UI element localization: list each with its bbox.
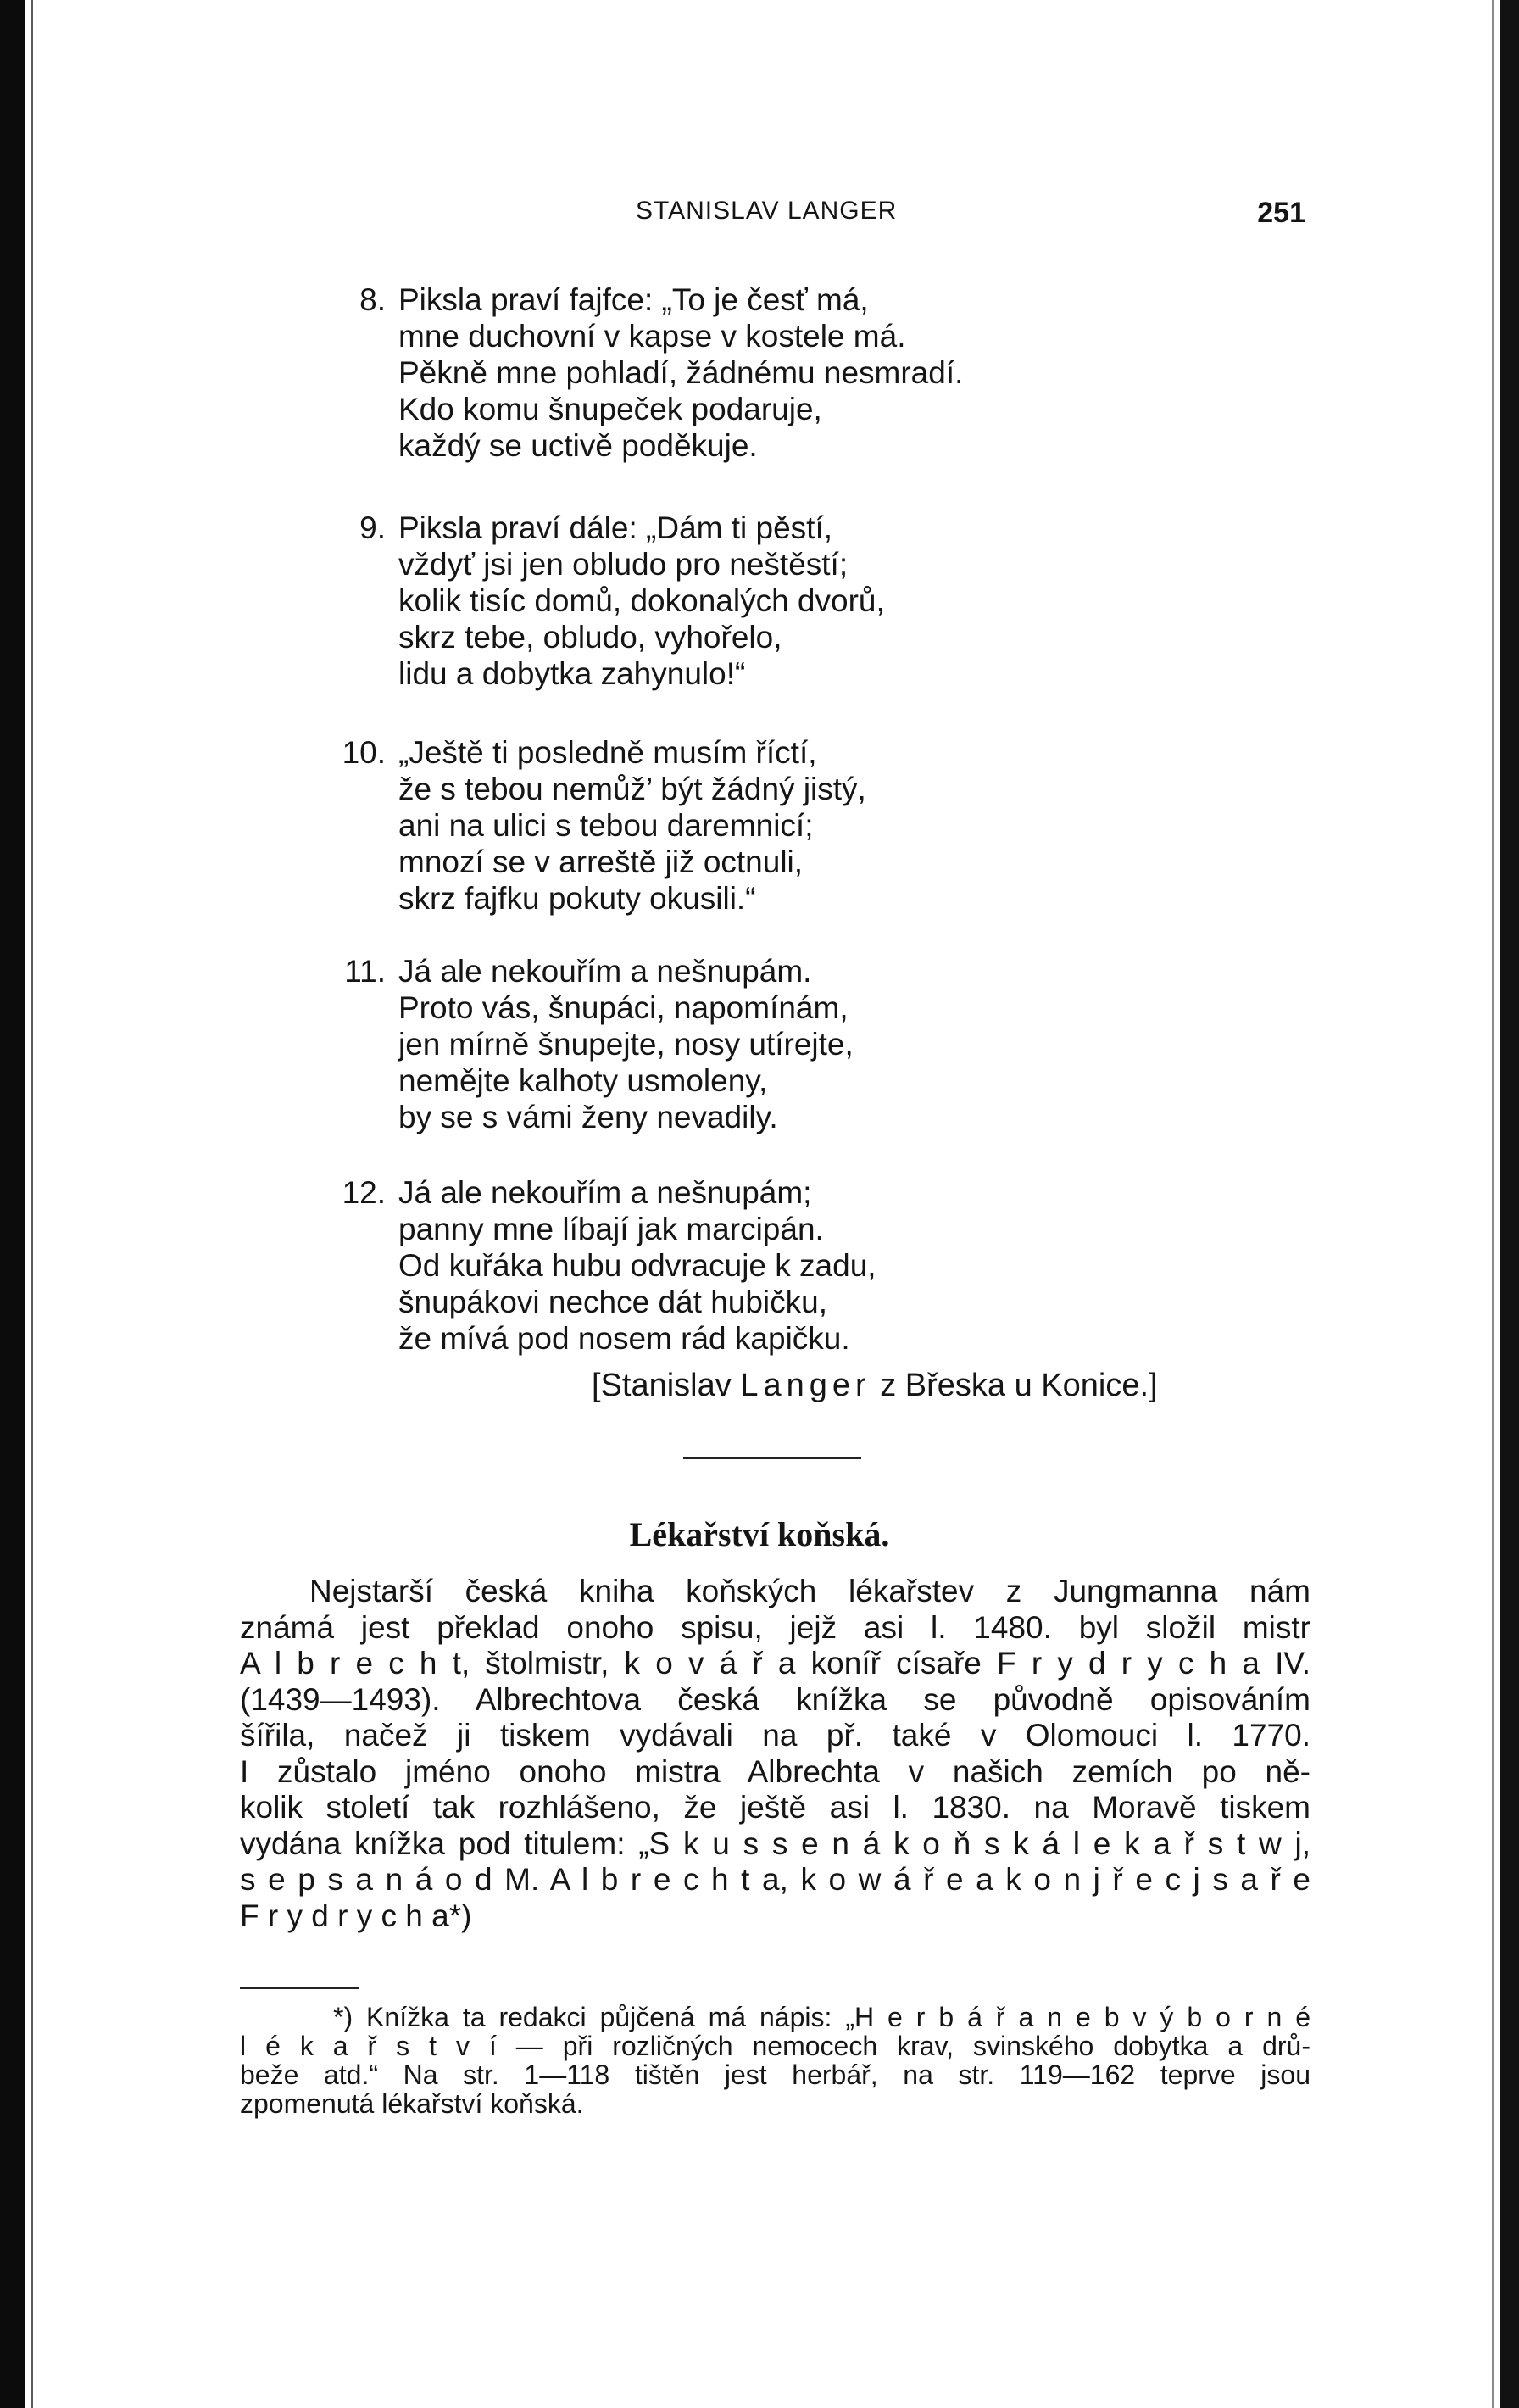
paragraph-line: (1439—1493). Albrechtova česká knížka se původně opisováním: [240, 1681, 1310, 1717]
verse-line: šnupákovi nechce dát hubičku,: [398, 1285, 828, 1319]
stanza-number: 10.: [342, 735, 386, 770]
stanza-9: [359, 510, 885, 692]
paragraph-line: kolik století tak rozhlášeno, že ještě asi l. 1830. na Moravě tiskem: [240, 1790, 1310, 1825]
verse-line: skrz fajfku pokuty okusili.“: [398, 881, 756, 916]
verse-line: že s tebou nemůž’ být žádný jistý,: [398, 772, 866, 806]
stanza-8: [359, 281, 964, 464]
verse-line: vždyť jsi jen obludo pro neštěstí;: [398, 547, 849, 582]
stanza-10: [342, 734, 866, 917]
verse-line: by se s vámi ženy nevadily.: [398, 1100, 778, 1134]
verse-line: panny mne líbají jak marcipán.: [398, 1212, 824, 1246]
signature-name: Langer: [740, 1368, 871, 1403]
paragraph-line: vydána knížka pod titulem: „S k u s s e n á k o ň s k á l e k a ř s t w j,: [240, 1826, 1310, 1861]
paragraph-line: I zůstalo jméno onoho mistra Albrechta v našich zemích po ně-: [240, 1753, 1310, 1789]
scan-border-left: [0, 0, 25, 2408]
verse-line: každý se uctivě poděkuje.: [398, 428, 758, 463]
scan-border-right: [1500, 0, 1519, 2408]
footnote-divider: [240, 1987, 359, 1989]
stanza-12: [342, 1174, 876, 1357]
signature-prefix: [Stanislav: [592, 1368, 741, 1403]
verse-line: Pěkně mne pohladí, žádnému nesmradí.: [398, 355, 964, 390]
running-title: STANISLAV LANGER: [636, 197, 898, 225]
verse-line: že mívá pod nosem rád kapičku.: [398, 1321, 850, 1356]
verse-line: „Ještě ti posledně musím říctí,: [398, 735, 817, 770]
stanza-11: [344, 953, 854, 1135]
page-number: 251: [1257, 197, 1305, 229]
verse-line: Piksla praví fajfce: „To je česť má,: [398, 282, 869, 317]
paragraph-line: F r y d r y c h a*): [240, 1898, 472, 1933]
stanza-number: 9.: [359, 510, 386, 545]
poem-signature: [592, 1368, 1158, 1404]
verse-line: Já ale nekouřím a nešnupám.: [398, 954, 812, 989]
body-paragraph: [240, 1574, 1310, 1934]
footnote-line: l é k a ř s t v í — při rozličných nemocech krav, svinského dobytka a drů-: [240, 2031, 1310, 2061]
stanza-number: 11.: [344, 954, 386, 989]
verse-line: lidu a dobytka zahynulo!“: [398, 656, 746, 691]
verse-line: nemějte kalhoty usmoleny,: [398, 1063, 768, 1098]
verse-line: Já ale nekouřím a nešnupám;: [398, 1175, 812, 1210]
footnote: [240, 2003, 1310, 2118]
scan-border-right-line: [1492, 0, 1494, 2408]
verse-line: kolik tisíc domů, dokonalých dvorů,: [398, 583, 885, 618]
verse-line: Piksla praví dále: „Dám ti pěstí,: [398, 510, 833, 545]
verse-line: mnozí se v arreště již octnuli,: [398, 844, 804, 879]
verse-line: jen mírně šnupejte, nosy utírejte,: [398, 1027, 854, 1062]
paragraph-line: známá jest překlad onoho spisu, jejž asi l. 1480. byl složil mistr: [240, 1609, 1310, 1645]
verse-line: Od kuřáka hubu odvracuje k zadu,: [398, 1248, 876, 1283]
verse-line: skrz tebe, obludo, vyhořelo,: [398, 620, 782, 655]
scan-border-left-line: [31, 0, 33, 2408]
paragraph-line: s e p s a n á o d M. A l b r e c h t a, k o w á ř e a k o n j ř e c j s a ř e: [240, 1862, 1310, 1897]
stanza-number: 8.: [359, 282, 386, 317]
section-divider: [683, 1457, 861, 1459]
verse-line: Kdo komu šnupeček podaruje,: [398, 392, 822, 426]
verse-line: Proto vás, šnupáci, napomínám,: [398, 990, 849, 1025]
page-header: [237, 197, 1305, 231]
paragraph-line: A l b r e c h t, štolmistr, k o v á ř a koníř císaře F r y d r y c h a IV.: [240, 1646, 1310, 1681]
signature-suffix: z Břeska u Konice.]: [871, 1368, 1158, 1403]
paragraph-line: šířila, načež ji tiskem vydávali na př. také v Olomouci l. 1770.: [240, 1718, 1310, 1753]
paragraph-line: Nejstarší česká kniha koňských lékařstev z Jungmanna nám: [309, 1574, 1310, 1608]
footnote-line: *) Knížka ta redakci půjčená má nápis: „H e r b á ř a n e b v ý b o r n é: [333, 2002, 1310, 2032]
section-title: Lékařství koňská.: [629, 1515, 890, 1553]
footnote-line: beže atd.“ Na str. 1—118 tištěn jest herbář, na str. 119—162 teprve jsou: [240, 2060, 1310, 2090]
verse-line: mne duchovní v kapse v kostele má.: [398, 319, 906, 354]
stanza-number: 12.: [342, 1175, 386, 1210]
verse-line: ani na ulici s tebou daremnicí;: [398, 808, 814, 843]
footnote-line: zpomenutá lékařství koňská.: [240, 2088, 584, 2119]
